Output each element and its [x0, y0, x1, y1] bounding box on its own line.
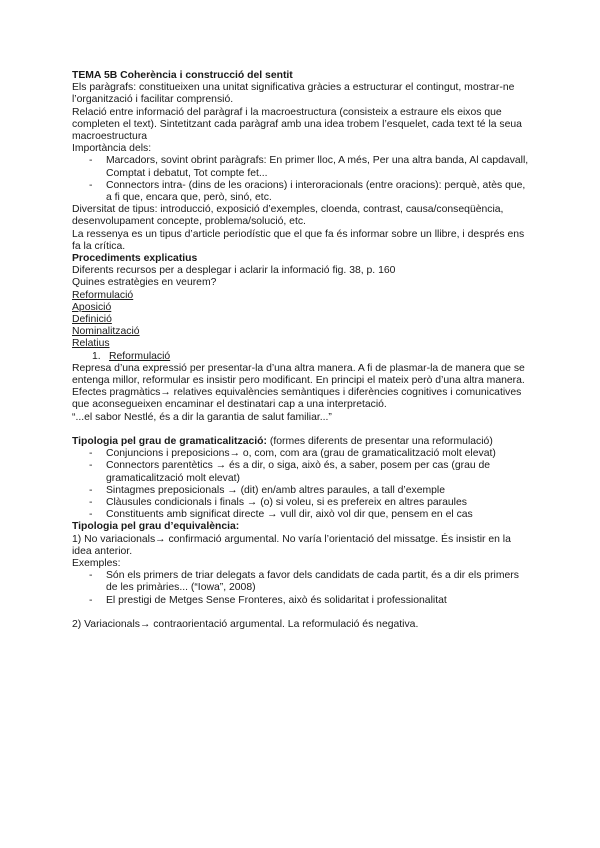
diversitat-paragraph: Diversitat de tipus: introducció, exposició d’exemples, cloenda, contrast, causa/conseqüència, desenvolupament concepte, problema/solució, etc. — [72, 204, 504, 228]
estrategia-link-definicio[interactable]: Definició — [72, 314, 112, 326]
section-number: 1. — [92, 350, 101, 362]
tipologia-gramaticalitzacio-heading — [72, 436, 532, 448]
spacer — [72, 424, 532, 436]
section-1-heading — [72, 351, 532, 363]
procediments-heading: Procediments explicatius — [72, 253, 198, 265]
tipologia-gram-label: Tipologia pel grau de gramaticalització: — [72, 435, 267, 447]
relacio-paragraph: Relació entre informació del paràgraf i la macroestructura (consisteix a estraure els eixos que completen el text). Sintetitzant cada paràgraf amb una idea trobem l’esquelet, cada text té la seua macroestructura — [72, 106, 522, 143]
list-item: - Clàusules condicionals i finals → (o) si voleu, si es prefereix en altres paraules — [72, 497, 532, 509]
procediments-description: Diferents recursos per a desplegar i aclarir la informació fig. 38, p. 160 — [72, 265, 396, 277]
tipologia-equivalencia-heading: Tipologia pel grau d’equivalència: — [72, 521, 240, 533]
document-title: TEMA 5B Coherència i construcció del sentit — [72, 70, 293, 81]
importancia-heading: Importància dels: — [72, 143, 152, 155]
list-item: - Marcadors, sovint obrint paràgrafs: En primer lloc, A més, Per una altra banda, Al capdavall, Comptat i debatut, Tot compte fet... — [72, 155, 532, 179]
ressenya-paragraph: La ressenya es un tipus d’article periodístic que el que fa és informar sobre un llibre, i després ens fa la crítica. — [72, 228, 525, 252]
list-item: - El prestigi de Metges Sense Fronteres, això és solidaritat i professionalitat — [72, 595, 532, 607]
importancia-list — [72, 155, 532, 204]
tipologia-gram-note: (formes diferents de presentar una reformulació) — [266, 435, 493, 447]
efectes-paragraph: Efectes pragmàtics→ relatives equivalències semàntiques i diferències cognitives i comunicatives que aconsegueixen encaminar el destinatari cap a una interpretació. — [72, 387, 522, 411]
quines-question: Quines estratègies en veurem? — [72, 277, 217, 289]
paragrafs-definition: Els paràgrafs: constitueixen una unitat significativa gràcies a estructurar el contingut, mostrar-ne l’organització i facilitar comprensió. — [72, 82, 515, 106]
list-item: - Sintagmes preposicionals → (dit) en/amb altres paraules, a tall d’exemple — [72, 485, 532, 497]
gramaticalitzacio-list — [72, 448, 532, 521]
list-item: - Conjuncions i preposicions→ o, com, com ara (grau de gramaticalització molt elevat) — [72, 448, 532, 460]
list-item: - Connectors intra- (dins de les oracions) i interoracionals (entre oracions): perquè, atès que, a fi que, encara que, però, sinó, etc. — [72, 180, 532, 204]
variacionals-paragraph: 2) Variacionals→ contraorientació argumental. La reformulació és negativa. — [72, 618, 419, 630]
estrategia-link-nominalitzacio[interactable]: Nominalització — [72, 326, 140, 338]
estrategies-list — [72, 290, 532, 351]
section-1-title: Reformulació — [109, 350, 171, 362]
list-item: - Són els primers de triar delegats a favor dels candidats de cada partit, és a dir els primers de les primàries... (“Iowa”, 2008) — [72, 570, 532, 594]
spacer — [72, 607, 532, 619]
example-quote: “...el sabor Nestlé, és a dir la garantia de salut familiar...” — [72, 411, 332, 423]
estrategia-link-reformulacio[interactable]: Reformulació — [72, 289, 134, 301]
represa-paragraph: Represa d’una expressió per presentar-la d’una altra manera. A fi de plasmar-la de manera que se entenga millor, reformular es insistir pero modificant. En principi el mateix però d’una altra manera. — [72, 362, 525, 387]
estrategia-link-relatius[interactable]: Relatius — [72, 338, 110, 350]
list-item: - Constituents amb significat directe → vull dir, això vol dir que, pensem en el cas — [72, 509, 532, 521]
estrategia-link-aposicio[interactable]: Aposició — [72, 301, 112, 313]
document-page — [72, 70, 532, 631]
list-item: - Connectors parentètics → és a dir, o siga, això és, a saber, posem per cas (grau de gramaticalització molt elevat) — [72, 460, 532, 484]
exemples-heading: Exemples: — [72, 557, 121, 569]
no-variacionals-paragraph: 1) No variacionals→ confirmació argumental. No varía l’orientació del missatge. És insistir en la idea anterior. — [72, 533, 511, 557]
exemples-list — [72, 570, 532, 607]
